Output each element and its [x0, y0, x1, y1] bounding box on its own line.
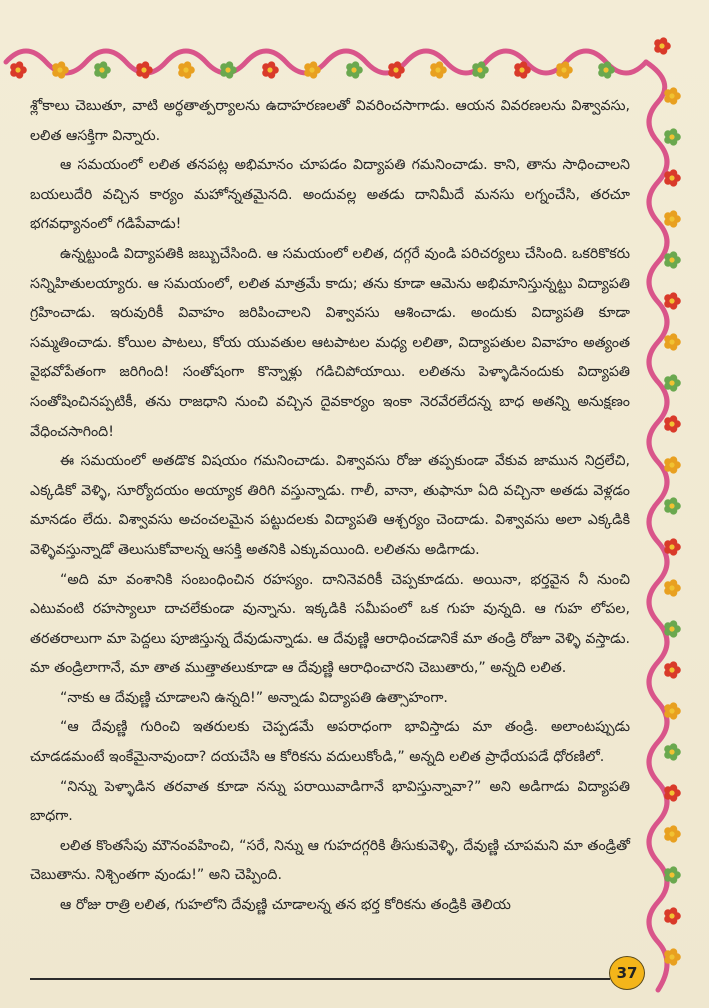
paragraph-3: ఉన్నట్టుండి విద్యాపతికి జబ్బుచేసింది. ఆ సమయంలో లలిత, దగ్గరే వుండి పరిచర్యలు చేసింది. ఒకరికొకరు సన్నిహితులయ్యారు. ఆ సమయంలో, లలిత మాత్రమే కాదు; తను కూడా ఆమెను అభిమానిస్తున్నట్టు విద్యాపతి గ్రహించాడు. ఇరువురికీ వివాహం జరిపించాలని విశ్వావసు ఆశించాడు. అందుకు విద్యాపతి కూడా సమ్మతించాడు. కోయిల పాటలు, కోయ యువతుల ఆటపాటల మధ్య లలితా, విద్యాపతుల వివాహం అత్యంత వైభవోపేతంగా జరిగింది! సంతోషంగా కొన్నాళ్లు గడిచిపోయాయి. లలితను పెళ్ళాడినందుకు విద్యాపతి సంతోషించినప్పటికీ, తను రాజధాని నుంచి వచ్చిన దైవకార్యం ఇంకా నెరవేరలేదన్న బాధ అతన్ని అనుక్షణం వేధించసాగింది!: [30, 245, 630, 440]
flower-icon: [664, 456, 681, 473]
page-number-badge: 37: [609, 956, 645, 990]
flower-icon: [220, 61, 237, 78]
flower-icon: [664, 333, 681, 350]
flower-icon: [664, 538, 681, 555]
flower-icon: [664, 661, 681, 678]
paragraph-7: “ఆ దేవుణ్ణి గురించి ఇతరులకు చెప్పడమే అపరాధంగా భావిస్తాడు మా తండ్రి. అలాంటప్పుడు చూడడమంటే ఇంకేమైనావుందా? దయచేసి ఆ కోరికను వదులుకోండి,” అన్నది లలిత ప్రాధేయపడే ధోరణిలో.: [30, 719, 630, 766]
right-ribbon: [646, 62, 667, 990]
flower-icon: [664, 784, 681, 801]
flower-icon: [10, 61, 27, 78]
flower-icon: [664, 579, 681, 596]
paragraph-6: “నాకు ఆ దేవుణ్ణి చూడాలని ఉన్నది!” అన్నాడు విద్యాపతి ఉత్సాహంగా.: [60, 689, 448, 706]
flower-icon: [664, 210, 681, 227]
flower-icon: [262, 61, 279, 78]
paragraph-10: ఆ రోజు రాత్రి లలిత, గుహలోని దేవుణ్ణి చూడాలన్న తన భర్త కోరికను తండ్రికి తెలియ: [60, 897, 511, 914]
flower-icon: [556, 61, 573, 78]
flower-icon: [664, 743, 681, 760]
paragraph-2: ఆ సమయంలో లలిత తనపట్ల అభిమానం చూపడం విద్యాపతి గమనించాడు. కాని, తాను సాధించాలని బయలుదేరి వచ్చిన కార్యం మహోన్నతమైనది. అందువల్ల అతడు దానిమీదే మనసు లగ్నంచేసి, తరచూ భగవధ్యానంలో గడిపేవాడు!: [30, 157, 630, 233]
flower-icon: [178, 61, 195, 78]
flower-icon: [304, 61, 321, 78]
story-text: [30, 92, 630, 952]
flower-icon: [664, 866, 681, 883]
flower-icon: [94, 61, 111, 78]
flower-icon: [664, 128, 681, 145]
flower-icon: [664, 620, 681, 637]
flower-icon: [664, 907, 681, 924]
flower-icon: [664, 169, 681, 186]
paragraph-8: “నిన్ను పెళ్ళాడిన తరవాత కూడా నన్ను పరాయివాడిగానే భావిస్తున్నావా?” అని అడిగాడు విద్యాపతి బాధగా.: [30, 778, 630, 825]
flower-icon: [136, 61, 153, 78]
paragraph-9: లలిత కొంతసేపు మౌనంవహించి, “సరే, నిన్ను ఆ గుహదగ్గరికి తీసుకువెళ్ళి, దేవుణ్ణి చూపమని మా తండ్రితో చెబుతాను. నిశ్చింతగా వుండు!” అని చెప్పింది.: [30, 837, 630, 884]
flower-icon: [664, 702, 681, 719]
paragraph-4: ఈ సమయంలో అతడొక విషయం గమనించాడు. విశ్వావసు రోజు తప్పకుండా వేకువ జామున నిద్రలేచి, ఎక్కడికో వెళ్ళి, సూర్యోదయం అయ్యాక తిరిగి వస్తున్నాడు. గాలీ, వానా, తుఫానూ ఏది వచ్చినా అతడు వెళ్లడం మానడం లేదు. విశ్వావసు అచంచలమైన పట్టుదలకు విద్యాపతి ఆశ్చర్యం చెందాడు. విశ్వావసు అలా ఎక్కడికి వెళ్ళివస్తున్నాడో తెలుసుకోవాలన్న ఆసక్తి అతనికి ఎక్కువయింది. లలితను అడిగాడు.: [30, 453, 630, 558]
flower-icon: [664, 497, 681, 514]
flower-icon: [664, 948, 681, 965]
flower-icon: [664, 825, 681, 842]
paragraph-1: శ్లోకాలు చెబుతూ, వాటి అర్థతాత్పర్యాలను ఉదాహరణలతో వివరించసాగాడు. ఆయన వివరణలను విశ్వావసు, లలిత ఆసక్తిగా విన్నారు.: [30, 98, 630, 144]
flower-icon: [664, 292, 681, 309]
footer-rule: [30, 978, 610, 980]
flower-icon: [664, 251, 681, 268]
paragraph-5: “అది మా వంశానికి సంబంధించిన రహస్యం. దానినెవరికీ చెప్పకూడదు. అయినా, భర్తవైన నీ నుంచి ఎటువంటి రహస్యాలూ దాచలేకుండా వున్నాను. ఇక్కడికి సమీపంలో ఒక గుహ వున్నది. ఆ గుహ లోపల, తరతరాలుగా మా పెద్దలు పూజిస్తున్న దేవుడున్నాడు. ఆ దేవుణ్ణి ఆరాధించడానికే మా తండ్రి రోజూ వెళ్ళి వస్తాడు. మా తండ్రిలాగానే, మా తాత ముత్తాతలుకూడా ఆ దేవుణ్ణి ఆరాధించారని చెబుతారు,” అన్నది లలిత.: [30, 571, 630, 677]
flower-icon: [654, 37, 671, 54]
flower-icon: [52, 61, 69, 78]
flower-icon: [346, 61, 363, 78]
flower-icon: [664, 374, 681, 391]
flower-icon: [664, 415, 681, 432]
flower-icon: [598, 61, 615, 78]
flower-icon: [664, 87, 681, 104]
flower-icon: [430, 61, 447, 78]
